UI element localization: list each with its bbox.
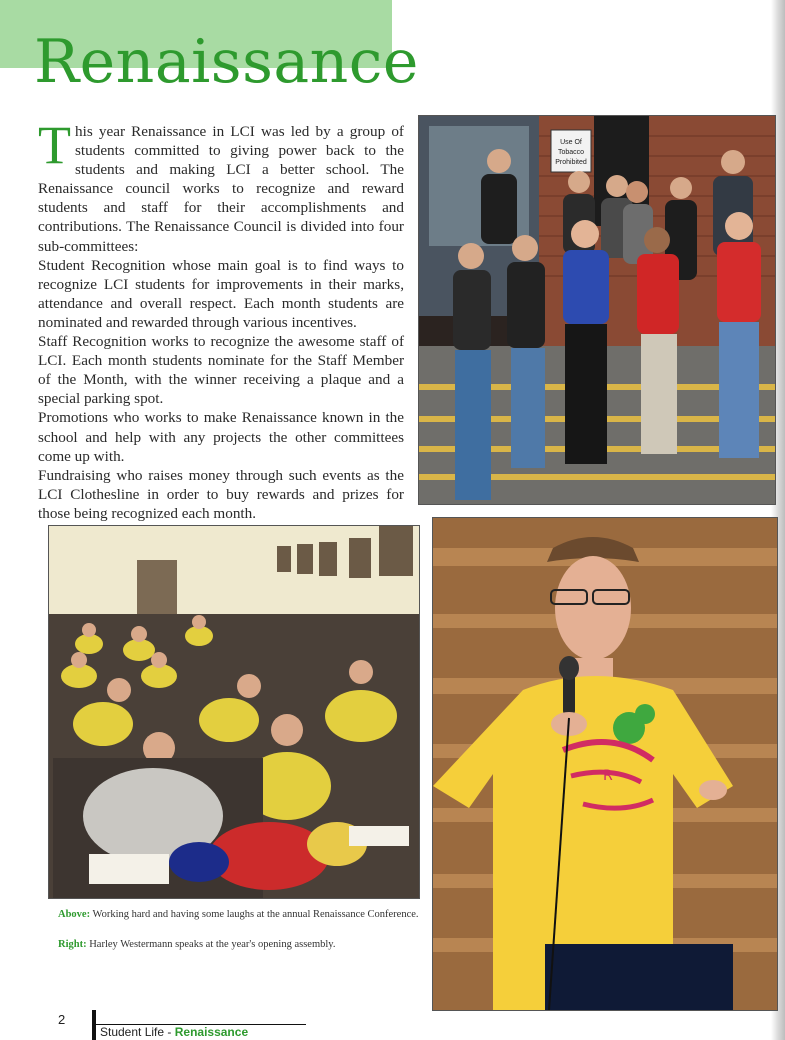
sign-line: Use Of [560,139,582,146]
caption-above [58,908,420,922]
article-paragraph: Fundraising who raises money through such events as the LCI Clothesline in order to buy rewards and prizes for those being recognized each month. [38,466,404,522]
conference-photo [48,525,420,899]
footer-vertical-rule [92,1010,96,1040]
caption-label: Right: [58,939,87,950]
svg-text:R: R [603,768,613,784]
group-photo [418,115,776,505]
article-paragraph: This year Renaissance in LCI was led by a group of students committed to giving power back to the students and making LCI a better school. The Renaissance council works to recognize and reward students and staff for their accomplishments and contributions. The Renaissance Council is divided into four sub-committees: [38,115,404,255]
caption-text: Harley Westermann speaks at the year's opening assembly. [86,939,336,950]
photo-captions [58,908,420,968]
caption-text: Working hard and having some laughs at the annual Renaissance Conference. [90,909,419,920]
page-number: 2 [58,1012,66,1027]
caption-right [58,938,420,952]
caption-label: Above: [58,909,91,920]
drop-cap: T [38,115,71,175]
sign-line: Prohibited [555,159,587,166]
article-paragraph: Student Recognition whose main goal is to find ways to recognize LCI students for improvements in their marks, attendance and overall respect. Each month students are nominated and rewarded through various incentives. [38,256,404,331]
article-body [38,115,404,523]
page-title: Renaissance [34,27,419,97]
speaker-photo [432,517,778,1011]
article-paragraph: Promotions who works to make Renaissance known in the school and help with any projects the other committees come up with. [38,409,404,465]
sign-line: Tobacco [557,149,585,156]
article-paragraph: Staff Recognition works to recognize the awesome staff of LCI. Each month students nominate for the Staff Member of the Month, with the winner receiving a plaque and a special parking spot. [38,333,404,408]
footer-section-label: Student Life - Renaissance [100,1025,249,1039]
